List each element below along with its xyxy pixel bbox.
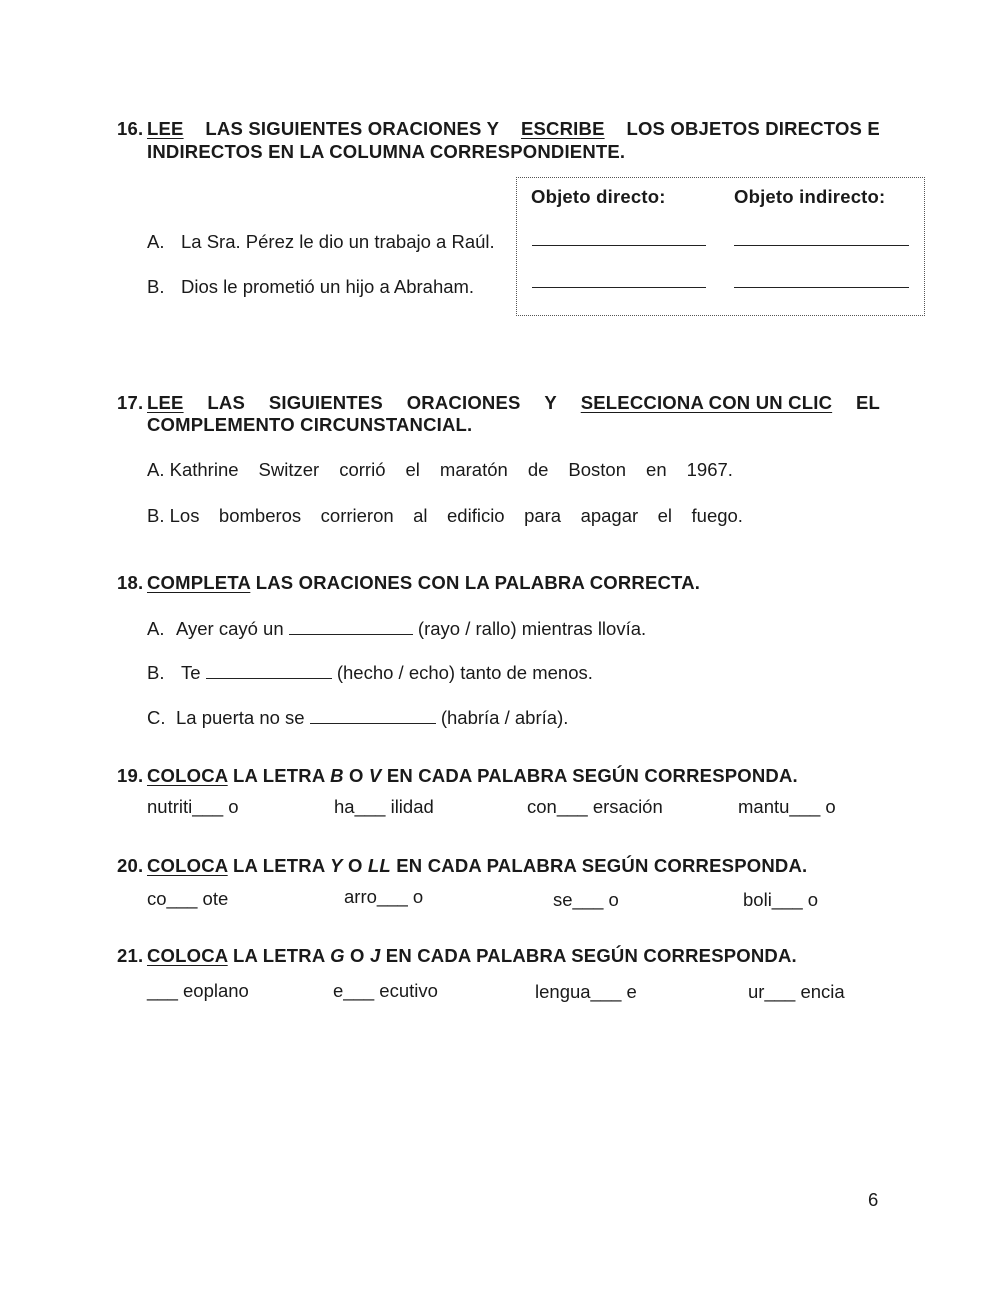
q18-item-c-letter: C.: [147, 707, 166, 728]
q19-text2: EN CADA PALABRA SEGÚN CORRESPONDA.: [386, 765, 798, 786]
q21-word-3[interactable]: lengua___ e: [535, 981, 637, 1002]
q18-a-blank[interactable]: [289, 633, 413, 635]
q17-instruction-line1: [147, 392, 880, 414]
q19-word-2[interactable]: ha___ ilidad: [334, 796, 434, 817]
q17-item-b: [147, 505, 743, 527]
q18-c-blank[interactable]: [310, 722, 436, 724]
q16-item-b-letter: B.: [147, 276, 165, 297]
q17-a-word[interactable]: corrió: [339, 459, 386, 480]
q17-instruction-line2: COMPLEMENTO CIRCUNSTANCIAL.: [147, 414, 473, 435]
q18-b-blank[interactable]: [206, 677, 332, 679]
q20-number: 20.: [117, 855, 144, 876]
q21-text2: EN CADA PALABRA SEGÚN CORRESPONDA.: [385, 945, 797, 966]
q17-text1b: SIGUIENTES: [268, 392, 383, 413]
q17-b-word[interactable]: el: [657, 505, 673, 526]
q18-item-c: [176, 707, 568, 729]
q16-b-direct-blank[interactable]: [532, 287, 706, 288]
q17-keyword-lee: LEE: [147, 392, 184, 413]
q21-word-2[interactable]: e___ ecutivo: [333, 980, 438, 1001]
q18-number: 18.: [117, 572, 144, 593]
q17-text2: EL: [855, 392, 880, 413]
q20-instruction: [147, 855, 807, 877]
q16-item-a-letter: A.: [147, 231, 165, 252]
q16-instruction-line1: [147, 118, 880, 140]
q20-word-3[interactable]: se___ o: [553, 889, 619, 910]
q17-b-word[interactable]: fuego.: [691, 505, 743, 526]
q17-text1d: Y: [544, 392, 557, 413]
q18-b-post: (hecho / echo) tanto de menos.: [336, 662, 593, 683]
q17-a-word[interactable]: 1967.: [686, 459, 733, 480]
q19-word-4[interactable]: mantu___ o: [738, 796, 836, 817]
q17-keyword-selecciona: SELECCIONA CON UN CLIC: [580, 392, 833, 413]
q17-text1c: ORACIONES: [406, 392, 521, 413]
q17-b-word[interactable]: bomberos: [218, 505, 302, 526]
q18-item-a-letter: A.: [147, 618, 165, 639]
q21-letter-g: G: [330, 945, 345, 966]
q21-instruction: [147, 945, 797, 967]
q17-text1a: LAS: [207, 392, 246, 413]
q17-a-word[interactable]: en: [646, 459, 667, 480]
q20-letter-ll: LL: [367, 855, 391, 876]
q16-text2: LOS OBJETOS DIRECTOS E: [626, 118, 880, 139]
page-number: 6: [868, 1189, 879, 1210]
q18-b-pre: Te: [181, 662, 201, 683]
q17-a-word[interactable]: Switzer: [258, 459, 320, 480]
col-objeto-indirecto: Objeto indirecto:: [734, 186, 886, 207]
q19-letter-v: V: [368, 765, 382, 786]
q16-item-a-text: La Sra. Pérez le dio un trabajo a Raúl.: [181, 231, 495, 252]
q20-word-2[interactable]: arro___ o: [344, 886, 424, 907]
q20-word-1[interactable]: co___ ote: [147, 888, 229, 909]
q18-keyword-completa: COMPLETA: [147, 572, 251, 593]
q18-a-post: (rayo / rallo) mientras llovía.: [417, 618, 647, 639]
q21-text1: LA LETRA: [233, 945, 325, 966]
q16-keyword-lee: LEE: [147, 118, 184, 139]
q19-text1: LA LETRA: [233, 765, 325, 786]
q19-o: O: [348, 765, 364, 786]
q21-o: O: [350, 945, 365, 966]
q16-instruction-line2: INDIRECTOS EN LA COLUMNA CORRESPONDIENTE.: [147, 141, 626, 162]
q16-a-indirect-blank[interactable]: [734, 245, 909, 246]
q20-keyword-coloca: COLOCA: [147, 855, 228, 876]
col-objeto-directo: Objeto directo:: [531, 186, 666, 207]
q18-a-pre: Ayer cayó un: [176, 618, 284, 639]
q16-a-direct-blank[interactable]: [532, 245, 706, 246]
q17-a-word[interactable]: el: [405, 459, 420, 480]
q17-b-word[interactable]: para: [524, 505, 562, 526]
q16-text1: LAS SIGUIENTES ORACIONES Y: [205, 118, 500, 139]
q20-word-4[interactable]: boli___ o: [743, 889, 819, 910]
q16-item-b-text: Dios le prometió un hijo a Abraham.: [181, 276, 475, 297]
q19-number: 19.: [117, 765, 144, 786]
q17-a-word[interactable]: de: [527, 459, 549, 480]
q18-item-a: [176, 618, 646, 640]
q19-keyword-coloca: COLOCA: [147, 765, 228, 786]
q17-b-word[interactable]: corrieron: [320, 505, 394, 526]
q19-letter-b: B: [330, 765, 344, 786]
q19-word-3[interactable]: con___ ersación: [527, 796, 663, 817]
q16-number: 16.: [117, 118, 144, 139]
q17-b-word[interactable]: apagar: [580, 505, 639, 526]
q18-c-post: (habría / abría).: [440, 707, 569, 728]
q20-text1: LA LETRA: [233, 855, 325, 876]
q17-a-word[interactable]: A. Kathrine: [147, 459, 239, 480]
q17-b-word[interactable]: edificio: [447, 505, 505, 526]
q20-o: O: [347, 855, 363, 876]
q20-text2: EN CADA PALABRA SEGÚN CORRESPONDA.: [396, 855, 808, 876]
q21-letter-j: J: [369, 945, 381, 966]
q19-instruction: [147, 765, 798, 787]
q20-letter-y: Y: [330, 855, 343, 876]
q16-b-indirect-blank[interactable]: [734, 287, 909, 288]
q18-text1: LAS ORACIONES CON LA PALABRA CORRECTA.: [255, 572, 701, 593]
q17-b-word[interactable]: B. Los: [147, 505, 200, 526]
q21-keyword-coloca: COLOCA: [147, 945, 228, 966]
q18-item-b-letter: B.: [147, 662, 165, 683]
q16-keyword-escribe: ESCRIBE: [520, 118, 605, 139]
q18-item-b: [181, 662, 593, 684]
q21-word-4[interactable]: ur___ encia: [748, 981, 845, 1002]
q18-c-pre: La puerta no se: [176, 707, 305, 728]
q17-number: 17.: [117, 392, 144, 413]
q21-number: 21.: [117, 945, 144, 966]
q21-word-1[interactable]: ___ eoplano: [147, 980, 249, 1001]
q17-a-word[interactable]: maratón: [439, 459, 508, 480]
q18-instruction: [147, 572, 700, 594]
q17-b-word[interactable]: al: [413, 505, 428, 526]
q17-a-word[interactable]: Boston: [568, 459, 627, 480]
q17-item-a: [147, 459, 733, 481]
q19-word-1[interactable]: nutriti___ o: [147, 796, 239, 817]
